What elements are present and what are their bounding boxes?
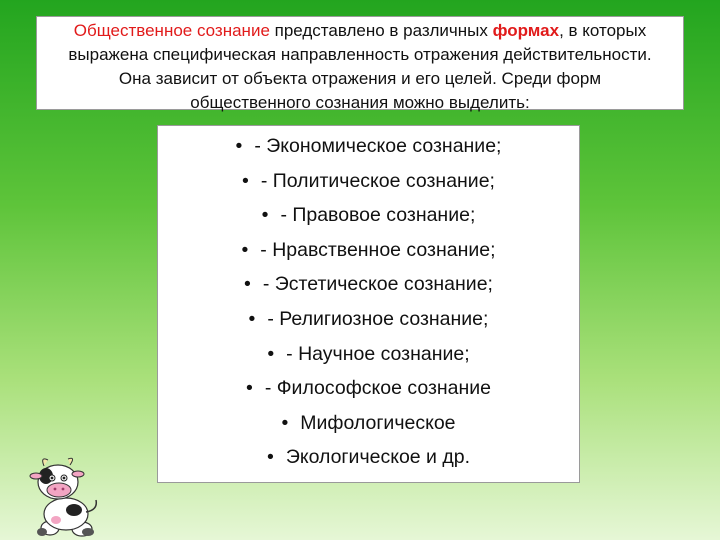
- bullet-icon: •: [281, 411, 289, 434]
- list-item: [158, 371, 579, 406]
- list-item-label: Мифологическое: [300, 411, 456, 434]
- list-item: [158, 267, 579, 302]
- intro-line-3: Она зависит от объекта отражения и его целей. Среди форм: [118, 69, 602, 88]
- bullet-icon: •: [267, 342, 275, 365]
- list-item-label: - Философское сознание: [264, 377, 492, 400]
- bullet-icon: •: [235, 135, 243, 157]
- list-item: [158, 440, 579, 475]
- list-item-label: - Правовое сознание;: [280, 204, 476, 227]
- list-item-label: - Научное сознание;: [286, 342, 470, 365]
- list-item-label: - Политическое сознание;: [260, 169, 495, 192]
- bullet-icon: •: [261, 204, 269, 227]
- list-item: [158, 164, 579, 199]
- bullet-icon: •: [242, 169, 249, 192]
- forms-list-box: [157, 125, 580, 483]
- list-item: [158, 233, 579, 268]
- intro-term-forms: формах: [492, 21, 560, 40]
- bullet-icon: •: [244, 273, 251, 296]
- bullet-icon: •: [248, 307, 256, 330]
- intro-line-1: [37, 19, 683, 43]
- intro-line-4: общественного сознания можно выделить:: [190, 93, 530, 112]
- intro-line-1-text: представлено в различных: [269, 21, 493, 40]
- bullet-icon: •: [245, 377, 253, 400]
- list-item: [158, 302, 579, 337]
- list-item-label: - Религиозное сознание;: [267, 307, 489, 330]
- list-item: [158, 406, 579, 441]
- list-item: [158, 337, 579, 372]
- list-item-label: Экологическое и др.: [285, 446, 471, 469]
- cow-cartoon-icon: [28, 452, 104, 540]
- bullet-icon: •: [266, 446, 274, 469]
- intro-term-public-consciousness: Общественное сознание: [73, 21, 270, 40]
- list-item-label: - Эстетическое сознание;: [262, 273, 493, 296]
- list-item: [158, 198, 579, 233]
- intro-line-1-tail: , в которых: [559, 21, 647, 40]
- bullet-icon: •: [241, 238, 249, 261]
- list-item: [158, 129, 579, 164]
- list-item-label: - Нравственное сознание;: [260, 238, 496, 261]
- intro-text-box: [36, 16, 684, 110]
- list-item-label: - Экономическое сознание;: [254, 135, 502, 157]
- intro-line-2: выражена специфическая направленность отражения действительности.: [68, 45, 652, 64]
- forms-list: [158, 129, 579, 475]
